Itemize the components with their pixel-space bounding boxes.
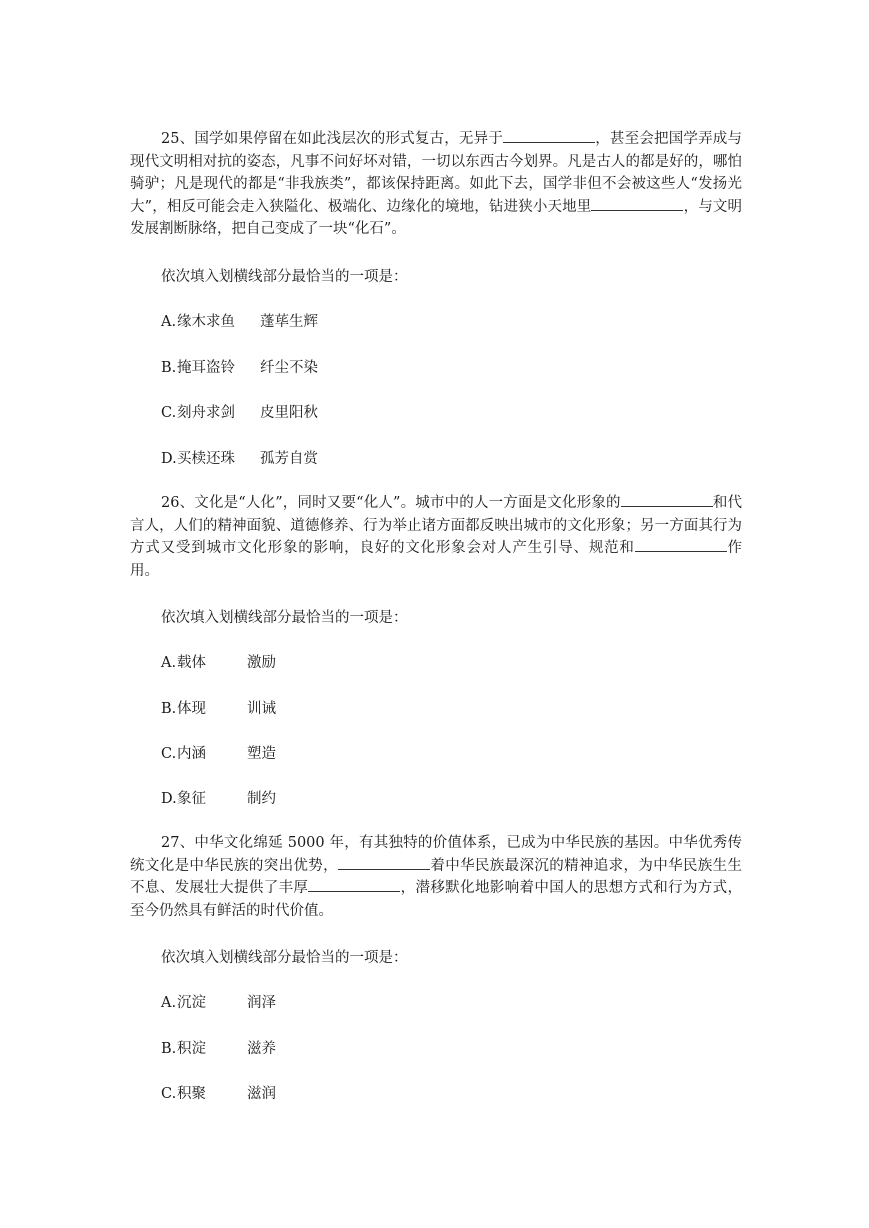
q25-option-c: C.刻舟求剑 皮里阳秋 xyxy=(161,405,318,421)
q27-blank-2 xyxy=(308,877,400,892)
q26-blank-1 xyxy=(621,492,713,507)
question-26-prompt: 依次填入划横线部分最恰当的一项是： xyxy=(161,610,408,626)
q26-text-2: 和代言人，人们的精神面貌、道德修养、行为举止诸方面都反映出城市的文化形象；另一方面其行为方式又受到城市文化形象的影响，良好的文化形象会对人产生引导、规范和 xyxy=(130,495,742,556)
q27-text-1: 27、中华文化绵延 5000 年，有其独特的价值体系，已成为中华民族的基因。中华优秀传统文化是中华民族的突出优势， xyxy=(130,835,742,874)
q25-option-d: D.买椟还珠 孤芳自赏 xyxy=(161,451,318,467)
q26-option-c: C.内涵 塑造 xyxy=(161,746,276,762)
question-25-prompt: 依次填入划横线部分最恰当的一项是： xyxy=(161,269,408,285)
q26-blank-2 xyxy=(635,537,727,552)
q25-blank-2 xyxy=(591,196,683,211)
q27-option-c: C.积聚 滋润 xyxy=(161,1086,276,1102)
q25-text-3: ，与文明发展割断脉络，把自己变成了一块“化石”。 xyxy=(130,198,743,237)
q27-option-a: A.沉淀 润泽 xyxy=(161,995,276,1011)
q27-text-3: ，潜移默化地影响着中国人的思想方式和行为方式，至今仍然具有鲜活的时代价值。 xyxy=(130,880,743,919)
q25-text-1: 25、国学如果停留在如此浅层次的形式复古，无异于 xyxy=(161,131,504,147)
q25-text-2: ，甚至会把国学弄成与现代文明相对抗的姿态，凡事不问好坏对错，一切以东西古今划界。凡是古人的都是好的，哪怕骑驴；凡是现代的都是“非我族类”，都该保持距离。如此下去，国学非但不会被这些人“发扬光大”，相反可能会走入狭隘化、极端化、边缘化的境地，钻进狭小天地里 xyxy=(130,131,742,215)
q27-text-2: 着中华民族最深沉的精神追求，为中华民族生生不息、发展壮大提供了丰厚 xyxy=(130,857,742,896)
q25-option-b: B.掩耳盗铃 纤尘不染 xyxy=(161,360,318,376)
q26-option-a: A.载体 激励 xyxy=(161,655,276,671)
q27-option-b: B.积淀 滋养 xyxy=(161,1041,276,1057)
question-27-stem xyxy=(130,832,742,922)
q26-option-d: D.象征 制约 xyxy=(161,791,276,807)
q25-option-a: A.缘木求鱼 蓬荜生辉 xyxy=(161,314,318,330)
q26-option-b: B.体现 训诫 xyxy=(161,701,276,717)
question-26-stem xyxy=(130,492,742,582)
q26-text-1: 26、文化是“人化”，同时又要“化人”。城市中的人一方面是文化形象的 xyxy=(161,495,621,511)
q27-blank-1 xyxy=(338,855,430,870)
q26-text-3: 作用。 xyxy=(130,540,742,579)
q25-blank-1 xyxy=(503,128,595,143)
question-25-stem xyxy=(130,128,742,241)
question-27-prompt: 依次填入划横线部分最恰当的一项是： xyxy=(161,950,408,966)
